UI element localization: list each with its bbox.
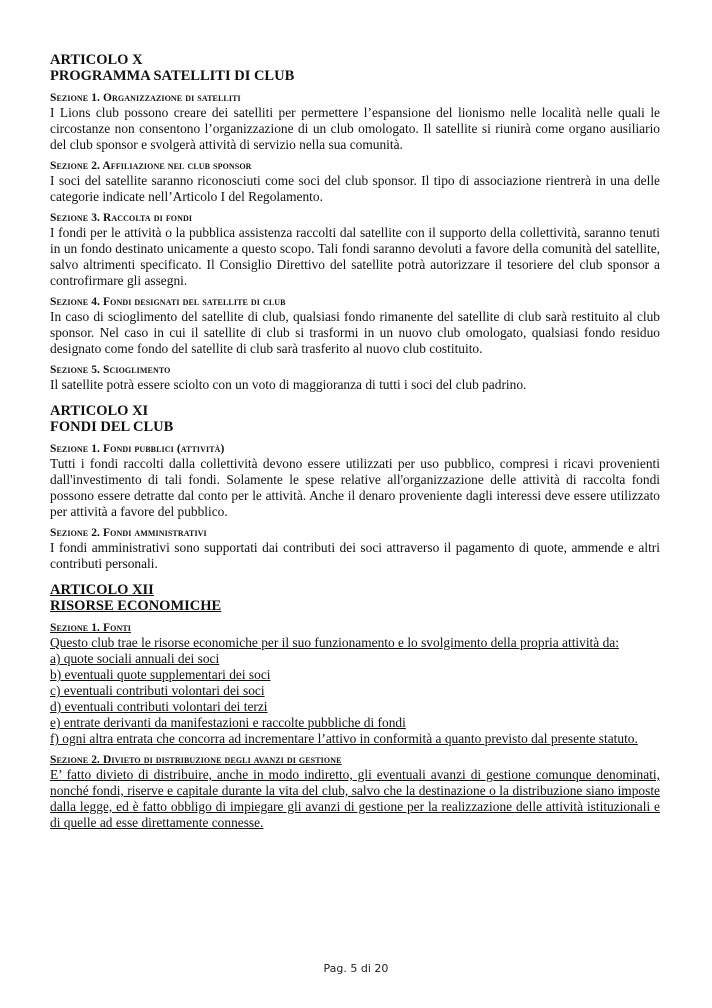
art10-section-3-heading: Sezione 3. Raccolta di fondi bbox=[50, 212, 193, 224]
article-xi-subtitle: FONDI DEL CLUB bbox=[50, 419, 174, 435]
art10-section-1-heading: Sezione 1. Organizzazione di satelliti bbox=[50, 92, 241, 104]
article-x-heading bbox=[50, 52, 660, 84]
list-item: c) eventuali contributi volontari dei soci bbox=[50, 683, 265, 698]
article-xii-title: ARTICOLO XII bbox=[50, 582, 154, 598]
art11-section-1-heading: Sezione 1. Fondi pubblici (attività) bbox=[50, 443, 225, 455]
art10-section-5-heading: Sezione 5. Scioglimento bbox=[50, 364, 171, 376]
list-item: b) eventuali quote supplementari dei soci bbox=[50, 667, 271, 682]
art10-section-3-text: I fondi per le attività o la pubblica assistenza raccolti dal satellite con il supporto della collettività, saranno tenuti in un fondo destinato unicamente a questo scopo. Tali fondi saranno devoluti a favore della comunità del satellite, salvo altrimenti specificato. Il Consiglio Direttivo del satellite potrà autorizzare il tesoriere del club sponsor a controfirmare gli assegni. bbox=[50, 225, 660, 288]
art11-section-1-text: Tutti i fondi raccolti dalla collettività devono essere utilizzati per uso pubblico, compresi i ricavi provenienti dall'investimento di tali fondi. Solamente le spese relative all'organizzazione delle attività di raccolta fondi possono essere detratte dal conto per le attività. Anche il denaro proveniente dagli interessi deve essere utilizzato per attività a favore del pubblico. bbox=[50, 456, 660, 519]
art10-section-2-text: I soci del satellite saranno riconosciuti come soci del club sponsor. Il tipo di associazione rientrerà in una delle categorie indicate nell’Articolo I del Regolamento. bbox=[50, 173, 660, 204]
art10-section-5-text: Il satellite potrà essere sciolto con un voto di maggioranza di tutti i soci del club padrino. bbox=[50, 377, 527, 392]
art12-section-1-intro: Questo club trae le risorse economiche per il suo funzionamento e lo svolgimento della propria attività da: bbox=[50, 635, 619, 650]
art12-section-2-heading: Sezione 2. Divieto di distribuzione degli avanzi di gestione bbox=[50, 754, 342, 766]
art10-section-4-heading: Sezione 4. Fondi designati del satellite di club bbox=[50, 296, 286, 308]
art10-section-1-text: I Lions club possono creare dei satelliti per permettere l’espansione del lionismo nelle località nelle quali le circostanze non consentono l’organizzazione di un club omologato. Il satellite si riunirà come organo ausiliario del club sponsor e svolgerà attività di servizio nella sua comunità. bbox=[50, 105, 660, 152]
article-xii-subtitle: RISORSE ECONOMICHE bbox=[50, 598, 222, 614]
list-item: d) eventuali contributi volontari dei terzi bbox=[50, 699, 268, 714]
article-xi-title: ARTICOLO XI bbox=[50, 403, 149, 419]
art10-section-2-heading: Sezione 2. Affiliazione nel club sponsor bbox=[50, 160, 252, 172]
article-x-title: ARTICOLO X bbox=[50, 52, 143, 68]
art11-section-2-heading: Sezione 2. Fondi amministrativi bbox=[50, 527, 207, 539]
art12-section-2-text: E’ fatto divieto di distribuire, anche in modo indiretto, gli eventuali avanzi di gestione comunque denominati, nonché fondi, riserve e capitale durante la vita del club, salvo che la destinazione o la distribuzione siano imposte dalla legge, ed è fatto obbligo di impiegare gli avanzi di gestione per la realizzazione delle attività istituzionali e di quelle ad esse direttamente connesse. bbox=[50, 767, 660, 830]
list-item: e) entrate derivanti da manifestazioni e raccolte pubbliche di fondi bbox=[50, 715, 406, 730]
art10-section-4-text: In caso di scioglimento del satellite di club, qualsiasi fondo rimanente del satellite di club sarà restituito al club sponsor. Nel caso in cui il satellite di club si trasformi in un nuovo club omologato, qualsiasi fondo residuo designato come fondo del satellite di club sarà trasferito al nuovo club costituito. bbox=[50, 309, 660, 356]
list-item: f) ogni altra entrata che concorra ad incrementare l’attivo in conformità a quanto previsto dal presente statuto. bbox=[50, 731, 638, 746]
list-item: a) quote sociali annuali dei soci bbox=[50, 651, 220, 666]
art12-section-1-heading: Sezione 1. Fonti bbox=[50, 622, 131, 634]
article-x-subtitle: PROGRAMMA SATELLITI DI CLUB bbox=[50, 68, 295, 84]
article-xi-heading bbox=[50, 403, 660, 435]
art11-section-2-text: I fondi amministrativi sono supportati dai contributi dei soci attraverso il pagamento di quote, ammende e altri contributi personali. bbox=[50, 540, 660, 571]
page-number: Pag. 5 di 20 bbox=[323, 962, 389, 975]
art12-sources-list bbox=[50, 651, 660, 747]
article-xii-heading bbox=[50, 582, 660, 614]
